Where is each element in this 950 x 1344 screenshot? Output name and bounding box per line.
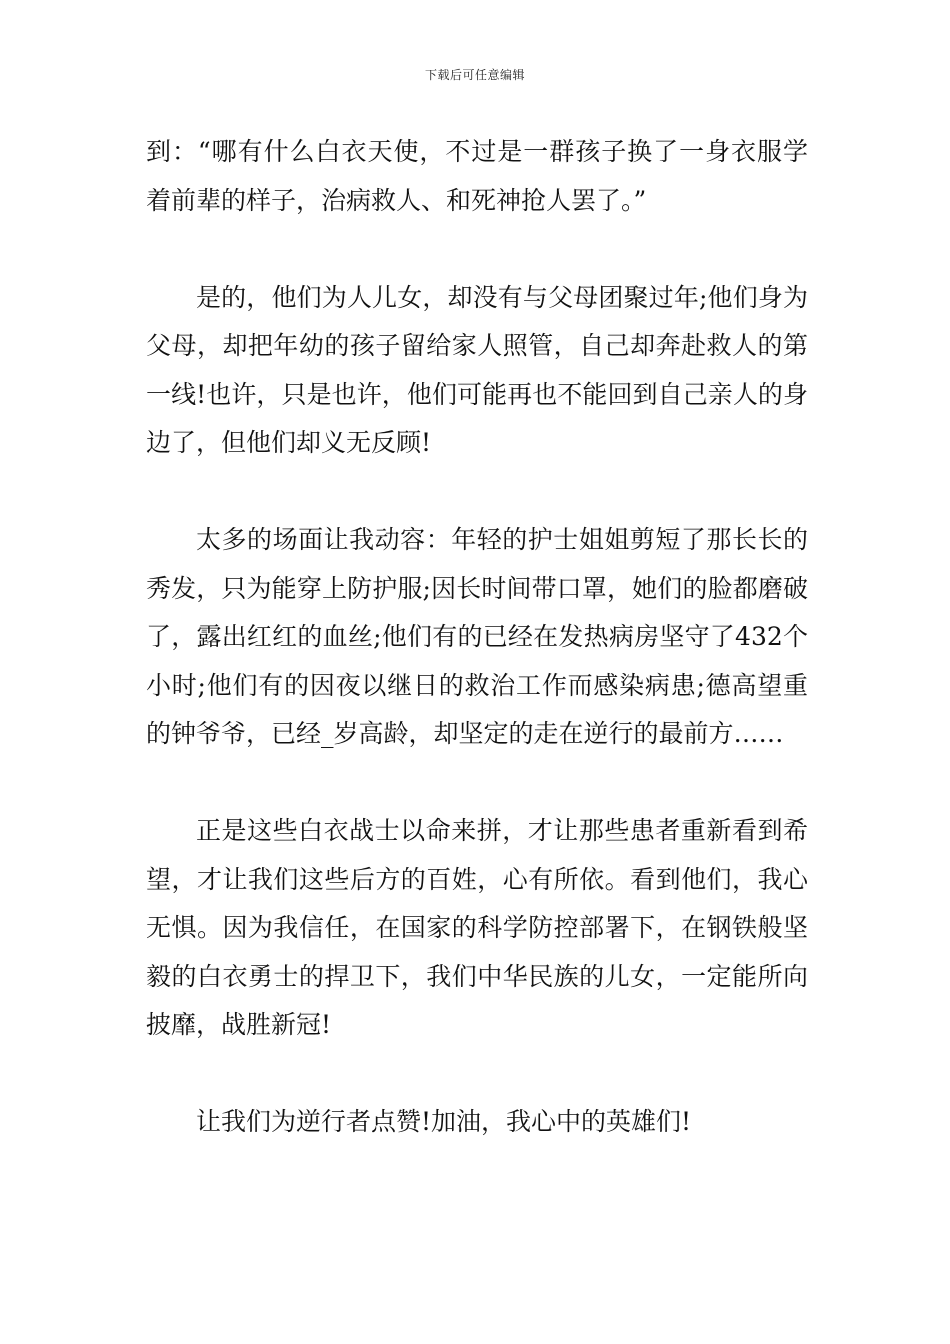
- paragraph-closing: 让我们为逆行者点赞!加油，我心中的英雄们!: [196, 1107, 692, 1136]
- paragraph-hope: 正是这些白衣战士以命来拼，才让那些患者重新看到希望，才让我们这些后方的百姓，心有所依。看到他们，我心无惧。因为我信任，在国家的科学防控部署下，在钢铁般坚毅的白衣勇士的捍卫下，我们中华民族的儿女，一定能所向披靡，战胜新冠!: [146, 816, 808, 1039]
- page-header: 下载后可任意编辑: [424, 68, 525, 82]
- paragraph-scenes: 太多的场面让我动容：年轻的护士姐姐剪短了那长长的秀发，只为能穿上防护服;因长时间带口罩，她们的脸都磨破了，露出红红的血丝;他们有的已经在发热病房坚守了432个小时;他们有的因夜以继日的救治工作而感染病患;德高望重的钟爷爷，已经_岁高龄，却坚定的走在逆行的最前方……: [146, 525, 808, 748]
- paragraph-sacrifice: 是的，他们为人儿女，却没有与父母团聚过年;他们身为父母，却把年幼的孩子留给家人照管，自己却奔赴救人的第一线!也许，只是也许，他们可能再也不能回到自己亲人的身边了，但他们却义无反顾!: [146, 282, 808, 457]
- document-body: [146, 128, 808, 1147]
- paragraph-continuation: 到：“哪有什么白衣天使，不过是一群孩子换了一身衣服学着前辈的样子，治病救人、和死神抢人罢了。”: [146, 137, 808, 215]
